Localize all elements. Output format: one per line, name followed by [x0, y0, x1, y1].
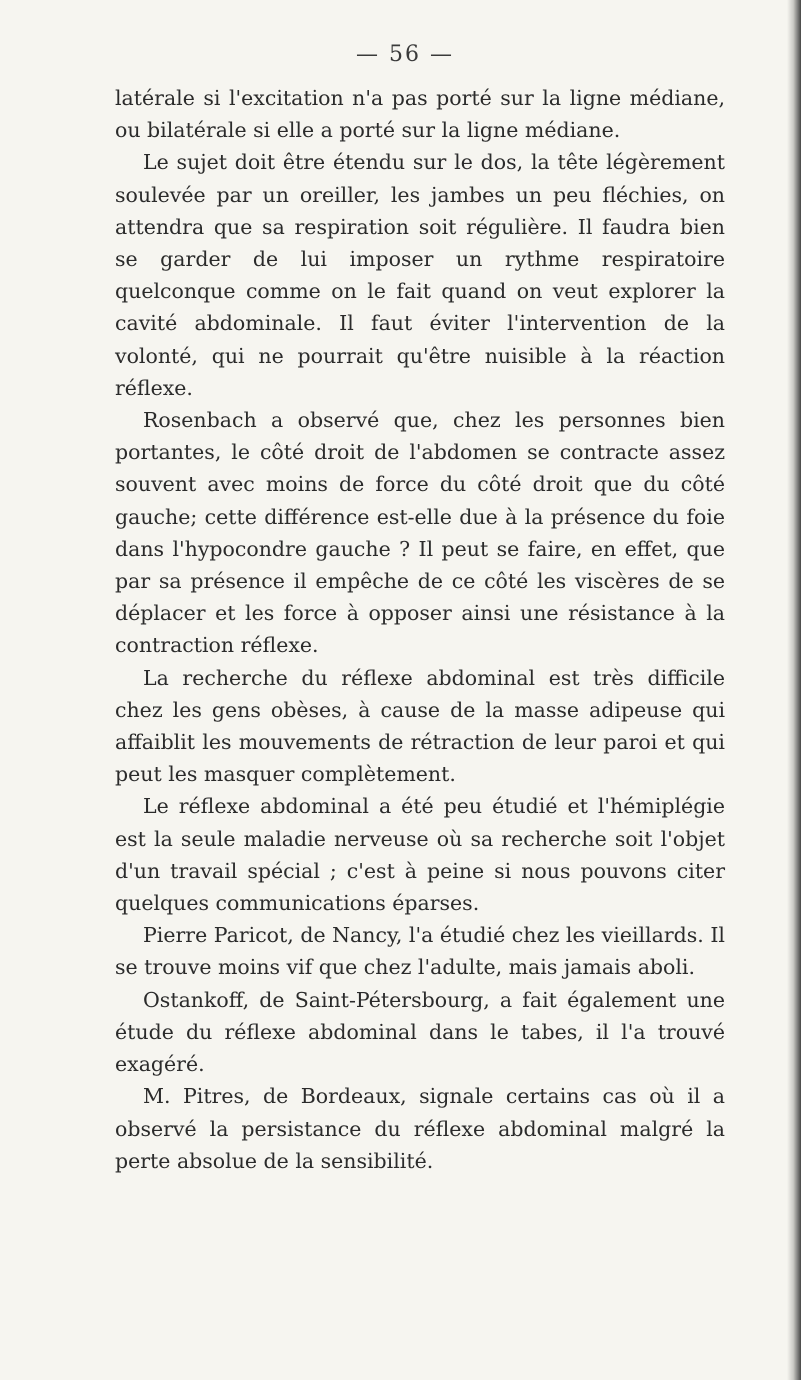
page-number: — 56 —: [356, 42, 454, 67]
page-edge-shadow: [787, 0, 801, 1380]
paragraph-paricot: Pierre Paricot, de Nancy, l'a étudié chez les vieillards. Il se trouve moins vif que chez l'adulte, mais jamais aboli.: [115, 923, 725, 980]
paragraph-continuation: latérale si l'excitation n'a pas porté sur la ligne médiane, ou bilatérale si elle a porté sur la ligne médiane.: [115, 86, 725, 143]
body-text: [115, 82, 725, 1177]
paragraph-patient-position: Le sujet doit être étendu sur le dos, la tête légèrement soulevée par un oreiller, les jambes un peu fléchies, on attendra que sa respiration soit régulière. Il faudra bien se garder de lui imposer un rythme respiratoire quelconque comme on le fait quand on veut explorer la cavité abdominale. Il faut éviter l'intervention de la volonté, qui ne pourrait qu'être nuisible à la réaction réflexe.: [115, 150, 725, 400]
paragraph-hemiplegia: Le réflexe abdominal a été peu étudié et l'hémiplégie est la seule maladie nerveuse où sa recherche soit l'objet d'un travail spécial ; c'est à peine si nous pouvons citer quelques communications éparses.: [115, 794, 725, 916]
paragraph-ostankoff: Ostankoff, de Saint-Pétersbourg, a fait également une étude du réflexe abdominal dans le tabes, il l'a trouvé exagéré.: [115, 987, 725, 1077]
paragraph-obesity: La recherche du réflexe abdominal est très difficile chez les gens obèses, à cause de la masse adipeuse qui affaiblit les mouvements de rétraction de leur paroi et qui peut les masquer complètement.: [115, 665, 725, 787]
paragraph-pitres: M. Pitres, de Bordeaux, signale certains cas où il a observé la persistance du réflexe abdominal malgré la perte absolue de la sensibilité.: [115, 1084, 725, 1173]
paragraph-rosenbach: Rosenbach a observé que, chez les personnes bien portantes, le côté droit de l'abdomen se contracte assez souvent avec moins de force du côté droit que du côté gauche; cette différence est-elle due à la présence du foie dans l'hypocondre gauche ? Il peut se faire, en effet, que par sa présence il empêche de ce côté les viscères de se déplacer et les force à opposer ainsi une résistance à la contraction réflexe.: [115, 408, 725, 658]
